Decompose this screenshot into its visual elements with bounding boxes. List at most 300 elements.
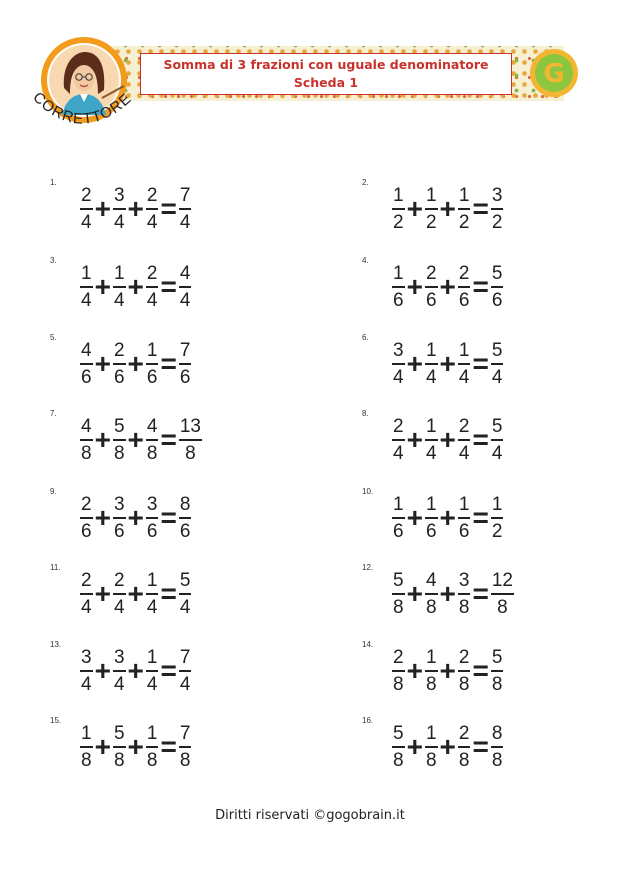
plus-sign: +: [439, 578, 456, 609]
first-fraction: [80, 341, 93, 388]
first-fraction: [392, 724, 405, 771]
third-fraction: [458, 186, 471, 233]
plus-sign: +: [439, 731, 456, 762]
denominator: 8: [146, 749, 158, 771]
plus-sign: +: [127, 578, 144, 609]
denominator: 4: [146, 211, 158, 233]
first-fraction: [392, 417, 405, 464]
result-fraction: [491, 186, 504, 233]
numerator: 3: [458, 569, 470, 591]
fraction-bar: [392, 286, 405, 288]
second-fraction: [425, 264, 438, 311]
fraction-expression: [80, 184, 191, 234]
equals-sign: =: [160, 731, 177, 762]
fraction-bar: [458, 363, 471, 365]
result-fraction: [491, 571, 514, 618]
fraction-expression: [392, 262, 503, 312]
denominator: 4: [113, 289, 125, 311]
third-fraction: [458, 264, 471, 311]
first-fraction: [80, 186, 93, 233]
problem-13: [50, 640, 320, 700]
second-fraction: [113, 264, 126, 311]
fraction-bar: [491, 363, 504, 365]
fraction-bar: [392, 670, 405, 672]
problem-number: 1.: [50, 178, 57, 187]
equals-sign: =: [472, 731, 489, 762]
first-fraction: [80, 648, 93, 695]
numerator: 1: [146, 339, 158, 361]
fraction-expression: [80, 493, 191, 543]
fraction-bar: [458, 593, 471, 595]
equals-sign: =: [160, 655, 177, 686]
denominator: 8: [113, 442, 125, 464]
fraction-bar: [491, 670, 504, 672]
fraction-bar: [392, 593, 405, 595]
third-fraction: [146, 724, 159, 771]
denominator: 4: [491, 366, 503, 388]
denominator: 4: [179, 596, 191, 618]
equals-sign: =: [472, 578, 489, 609]
numerator: 3: [113, 646, 125, 668]
third-fraction: [458, 417, 471, 464]
denominator: 8: [81, 442, 92, 464]
equals-sign: =: [160, 193, 177, 224]
second-fraction: [113, 417, 126, 464]
numerator: 5: [179, 569, 191, 591]
equals-sign: =: [160, 578, 177, 609]
numerator: 2: [458, 415, 470, 437]
fraction-bar: [425, 670, 438, 672]
numerator: 8: [179, 493, 191, 515]
problem-number: 8.: [362, 409, 369, 418]
fraction-bar: [425, 208, 438, 210]
denominator: 8: [425, 749, 437, 771]
denominator: 4: [113, 596, 125, 618]
problem-2: [362, 178, 620, 238]
second-fraction: [113, 341, 126, 388]
denominator: 2: [491, 211, 503, 233]
numerator: 4: [146, 415, 158, 437]
denominator: 4: [146, 596, 158, 618]
problem-12: [362, 563, 620, 623]
fraction-bar: [80, 746, 93, 748]
fraction-bar: [80, 593, 93, 595]
denominator: 6: [179, 366, 191, 388]
fraction-bar: [146, 286, 159, 288]
numerator: 5: [491, 415, 503, 437]
numerator: 1: [146, 569, 158, 591]
plus-sign: +: [439, 655, 456, 686]
fraction-bar: [425, 286, 438, 288]
first-fraction: [392, 186, 405, 233]
numerator: 7: [179, 722, 191, 744]
third-fraction: [458, 341, 471, 388]
denominator: 4: [81, 673, 92, 695]
denominator: 6: [393, 520, 404, 542]
problem-number: 4.: [362, 256, 369, 265]
plus-sign: +: [94, 271, 111, 302]
equals-sign: =: [160, 271, 177, 302]
numerator: 2: [146, 184, 158, 206]
fraction-bar: [146, 208, 159, 210]
fraction-expression: [392, 415, 503, 465]
numerator: 1: [425, 646, 437, 668]
equals-sign: =: [472, 193, 489, 224]
fraction-expression: [392, 339, 503, 389]
numerator: 1: [425, 493, 437, 515]
fraction-bar: [392, 517, 405, 519]
fraction-bar: [146, 670, 159, 672]
third-fraction: [458, 648, 471, 695]
result-fraction: [179, 571, 192, 618]
denominator: 8: [179, 749, 191, 771]
plus-sign: +: [127, 424, 144, 455]
denominator: 8: [458, 749, 470, 771]
numerator: 1: [393, 262, 404, 284]
fraction-bar: [80, 439, 93, 441]
denominator: 6: [425, 289, 437, 311]
stamp-text: CORRETTORE: [29, 88, 136, 128]
plus-sign: +: [94, 578, 111, 609]
fraction-bar: [491, 593, 514, 595]
denominator: 8: [393, 749, 404, 771]
fraction-bar: [113, 670, 126, 672]
fraction-bar: [113, 286, 126, 288]
first-fraction: [80, 417, 93, 464]
numerator: 2: [393, 415, 404, 437]
numerator: 4: [81, 415, 92, 437]
fraction-bar: [113, 363, 126, 365]
denominator: 6: [81, 366, 92, 388]
denominator: 6: [393, 289, 404, 311]
numerator: 12: [491, 569, 513, 591]
third-fraction: [146, 264, 159, 311]
denominator: 8: [146, 442, 158, 464]
numerator: 2: [458, 262, 470, 284]
numerator: 1: [491, 493, 503, 515]
denominator: 4: [113, 211, 125, 233]
numerator: 3: [81, 646, 92, 668]
numerator: 8: [491, 722, 503, 744]
plus-sign: +: [94, 502, 111, 533]
result-fraction: [179, 186, 192, 233]
numerator: 5: [113, 722, 125, 744]
numerator: 1: [425, 722, 437, 744]
denominator: 8: [458, 673, 470, 695]
plus-sign: +: [406, 731, 423, 762]
plus-sign: +: [127, 655, 144, 686]
fraction-bar: [458, 517, 471, 519]
numerator: 1: [393, 493, 404, 515]
fraction-bar: [113, 593, 126, 595]
first-fraction: [392, 495, 405, 542]
denominator: 6: [179, 520, 191, 542]
numerator: 2: [81, 493, 92, 515]
fraction-bar: [113, 746, 126, 748]
fraction-expression: [392, 646, 503, 696]
third-fraction: [146, 341, 159, 388]
numerator: 2: [113, 569, 125, 591]
numerator: 5: [393, 569, 404, 591]
numerator: 5: [491, 339, 503, 361]
fraction-bar: [425, 439, 438, 441]
plus-sign: +: [94, 424, 111, 455]
denominator: 8: [491, 673, 503, 695]
fraction-bar: [146, 593, 159, 595]
third-fraction: [458, 571, 471, 618]
fraction-expression: [80, 722, 191, 772]
plus-sign: +: [406, 271, 423, 302]
denominator: 6: [146, 366, 158, 388]
second-fraction: [113, 724, 126, 771]
fraction-bar: [113, 517, 126, 519]
fraction-bar: [80, 670, 93, 672]
numerator: 3: [491, 184, 503, 206]
fraction-bar: [491, 286, 504, 288]
plus-sign: +: [94, 655, 111, 686]
denominator: 6: [146, 520, 158, 542]
equals-sign: =: [160, 348, 177, 379]
denominator: 4: [179, 673, 191, 695]
numerator: 2: [146, 262, 158, 284]
fraction-bar: [80, 363, 93, 365]
second-fraction: [425, 571, 438, 618]
plus-sign: +: [439, 502, 456, 533]
denominator: 2: [393, 211, 404, 233]
fraction-bar: [491, 517, 504, 519]
problem-number: 7.: [50, 409, 57, 418]
denominator: 8: [393, 596, 404, 618]
denominator: 2: [491, 520, 503, 542]
plus-sign: +: [94, 731, 111, 762]
denominator: 4: [491, 442, 503, 464]
first-fraction: [392, 648, 405, 695]
result-fraction: [179, 341, 192, 388]
problem-4: [362, 256, 620, 316]
numerator: 2: [113, 339, 125, 361]
fraction-bar: [179, 517, 192, 519]
numerator: 5: [393, 722, 404, 744]
fraction-bar: [146, 363, 159, 365]
numerator: 2: [81, 569, 92, 591]
plus-sign: +: [127, 348, 144, 379]
third-fraction: [146, 571, 159, 618]
fraction-bar: [491, 208, 504, 210]
result-fraction: [179, 264, 192, 311]
problem-8: [362, 409, 620, 469]
denominator: 4: [425, 442, 437, 464]
fraction-expression: [80, 569, 191, 619]
second-fraction: [113, 186, 126, 233]
plus-sign: +: [406, 348, 423, 379]
numerator: 5: [491, 262, 503, 284]
fraction-expression: [392, 493, 503, 543]
equals-sign: =: [472, 271, 489, 302]
denominator: 4: [179, 211, 191, 233]
plus-sign: +: [439, 424, 456, 455]
fraction-expression: [80, 262, 191, 312]
denominator: 4: [113, 673, 125, 695]
result-fraction: [179, 724, 192, 771]
fraction-bar: [80, 517, 93, 519]
fraction-bar: [146, 439, 159, 441]
numerator: 3: [113, 493, 125, 515]
fraction-bar: [179, 439, 202, 441]
problem-number: 2.: [362, 178, 369, 187]
denominator: 4: [81, 211, 92, 233]
plus-sign: +: [406, 502, 423, 533]
denominator: 6: [458, 520, 470, 542]
fraction-bar: [392, 439, 405, 441]
problem-15: [50, 716, 320, 776]
second-fraction: [425, 417, 438, 464]
first-fraction: [392, 341, 405, 388]
plus-sign: +: [127, 271, 144, 302]
problem-number: 14.: [362, 640, 374, 649]
numerator: 1: [458, 184, 470, 206]
denominator: 6: [458, 289, 470, 311]
gogobrain-logo-icon: [529, 48, 579, 98]
numerator: 4: [81, 339, 92, 361]
numerator: 3: [146, 493, 158, 515]
first-fraction: [80, 724, 93, 771]
numerator: 7: [179, 339, 191, 361]
numerator: 3: [113, 184, 125, 206]
second-fraction: [113, 495, 126, 542]
equals-sign: =: [160, 502, 177, 533]
worksheet-header: [0, 0, 620, 130]
problem-number: 9.: [50, 487, 57, 496]
denominator: 6: [425, 520, 437, 542]
problem-11: [50, 563, 320, 623]
denominator: 6: [491, 289, 503, 311]
problem-number: 12.: [362, 563, 374, 572]
fraction-bar: [80, 286, 93, 288]
fraction-expression: [392, 184, 503, 234]
fraction-bar: [113, 208, 126, 210]
result-fraction: [179, 648, 192, 695]
numerator: 2: [458, 722, 470, 744]
numerator: 1: [146, 722, 158, 744]
first-fraction: [80, 571, 93, 618]
denominator: 8: [113, 749, 125, 771]
fraction-expression: [80, 415, 202, 465]
problem-number: 6.: [362, 333, 369, 342]
numerator: 13: [179, 415, 201, 437]
problem-10: [362, 487, 620, 547]
equals-sign: =: [472, 502, 489, 533]
numerator: 5: [491, 646, 503, 668]
first-fraction: [392, 571, 405, 618]
numerator: 1: [393, 184, 404, 206]
problem-7: [50, 409, 320, 469]
plus-sign: +: [439, 271, 456, 302]
problem-number: 10.: [362, 487, 374, 496]
result-fraction: [491, 648, 504, 695]
numerator: 1: [81, 262, 92, 284]
fraction-bar: [425, 593, 438, 595]
result-fraction: [491, 341, 504, 388]
numerator: 1: [458, 339, 470, 361]
problem-6: [362, 333, 620, 393]
second-fraction: [425, 341, 438, 388]
fraction-bar: [458, 670, 471, 672]
fraction-bar: [146, 517, 159, 519]
fraction-bar: [146, 746, 159, 748]
first-fraction: [80, 264, 93, 311]
numerator: 4: [179, 262, 191, 284]
denominator: 4: [393, 366, 404, 388]
fraction-bar: [491, 746, 504, 748]
denominator: 8: [393, 673, 404, 695]
problem-number: 16.: [362, 716, 374, 725]
fraction-bar: [113, 439, 126, 441]
numerator: 2: [81, 184, 92, 206]
denominator: 2: [458, 211, 470, 233]
third-fraction: [146, 648, 159, 695]
fraction-bar: [179, 363, 192, 365]
plus-sign: +: [127, 193, 144, 224]
second-fraction: [425, 724, 438, 771]
denominator: 8: [425, 673, 437, 695]
third-fraction: [146, 495, 159, 542]
numerator: 1: [81, 722, 92, 744]
second-fraction: [425, 495, 438, 542]
title-box: [140, 53, 512, 95]
numerator: 1: [425, 339, 437, 361]
worksheet-title: Somma di 3 frazioni con uguale denominatore: [163, 57, 489, 72]
copyright-footer: Diritti riservati ©gogobrain.it: [215, 808, 405, 823]
problem-number: 15.: [50, 716, 62, 725]
fraction-bar: [179, 670, 192, 672]
problem-number: 5.: [50, 333, 57, 342]
fraction-bar: [179, 208, 192, 210]
fraction-bar: [458, 439, 471, 441]
problem-14: [362, 640, 620, 700]
denominator: 4: [458, 442, 470, 464]
numerator: 1: [425, 184, 437, 206]
numerator: 2: [393, 646, 404, 668]
plus-sign: +: [94, 348, 111, 379]
numerator: 3: [393, 339, 404, 361]
numerator: 4: [425, 569, 437, 591]
fraction-bar: [458, 208, 471, 210]
denominator: 8: [81, 749, 92, 771]
fraction-bar: [392, 208, 405, 210]
fraction-bar: [458, 286, 471, 288]
numerator: 2: [458, 646, 470, 668]
plus-sign: +: [439, 348, 456, 379]
problem-9: [50, 487, 320, 547]
first-fraction: [80, 495, 93, 542]
denominator: 4: [393, 442, 404, 464]
fraction-bar: [179, 286, 192, 288]
correttore-stamp: [24, 60, 154, 140]
fraction-bar: [179, 593, 192, 595]
denominator: 4: [458, 366, 470, 388]
denominator: 4: [179, 289, 191, 311]
denominator: 8: [458, 596, 470, 618]
result-fraction: [179, 417, 202, 464]
denominator: 4: [425, 366, 437, 388]
fraction-expression: [80, 646, 191, 696]
denominator: 4: [81, 289, 92, 311]
numerator: 5: [113, 415, 125, 437]
result-fraction: [179, 495, 192, 542]
numerator: 7: [179, 184, 191, 206]
problem-16: [362, 716, 620, 776]
fraction-bar: [392, 363, 405, 365]
